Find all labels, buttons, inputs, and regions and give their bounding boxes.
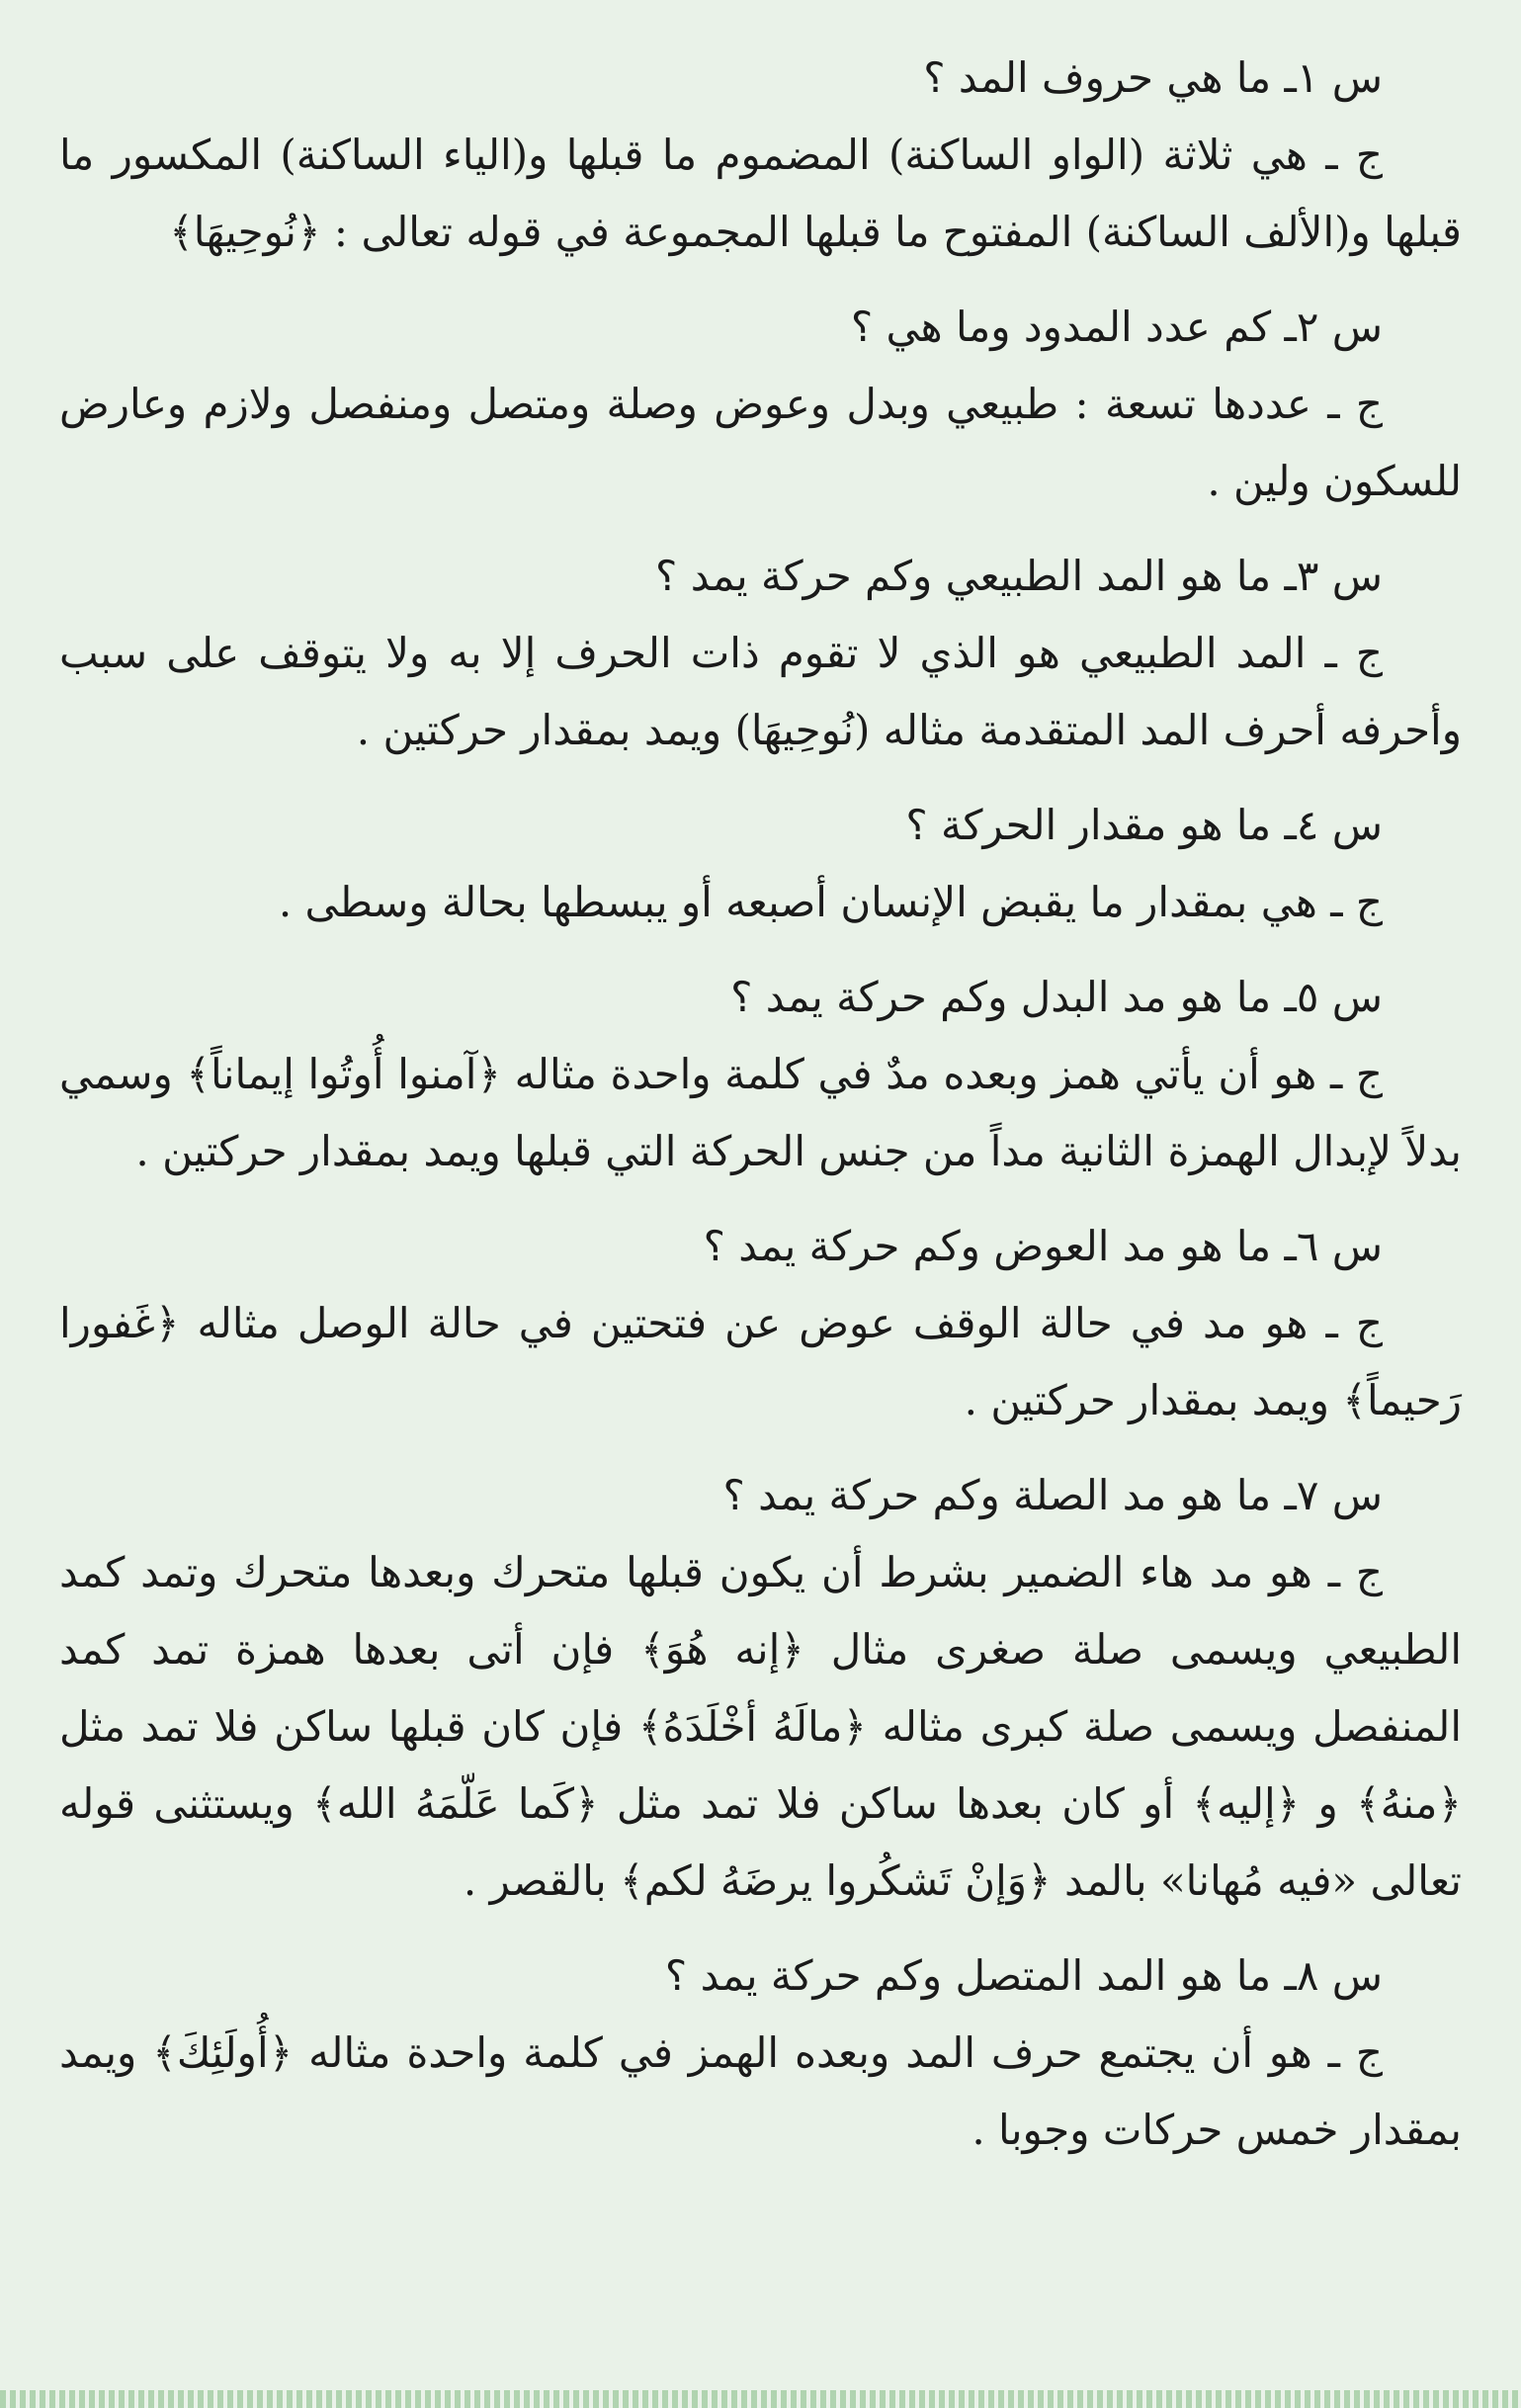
qa-item-6	[59, 1208, 1462, 1439]
question-7: س ٧ـ ما هو مد الصلة وكم حركة يمد ؟	[722, 1471, 1383, 1519]
answer-1: ج ـ هي ثلاثة (الواو الساكنة) المضموم ما قبلها و(الياء الساكنة) المكسور ما قبلها و(الألف الساكنة) المفتوح ما قبلها المجموعة في قوله تعالى : ﴿نُوحِيهَا﴾	[59, 130, 1462, 256]
answer-7: ج ـ هو مد هاء الضمير بشرط أن يكون قبلها متحرك وبعدها متحرك وتمد كمد الطبيعي ويسمى صلة صغرى مثال ﴿إنه هُوَ﴾ فإن أتى بعدها همزة تمد كمد المنفصل ويسمى صلة كبرى مثاله ﴿مالَهُ أخْلَدَهُ﴾ فإن كان قبلها ساكن فلا تمد مثل ﴿منهُ﴾ و ﴿إليه﴾ أو كان بعدها ساكن فلا تمد مثل ﴿كَما عَلّمَهُ الله﴾ ويستثنى قوله تعالى «فيه مُهانا» بالمد ﴿وَإنْ تَشكُروا يرضَهُ لكم﴾ بالقصر .	[59, 1548, 1462, 1905]
answer-2: ج ـ عددها تسعة : طبيعي وبدل وعوض وصلة ومتصل ومنفصل ولازم وعارض للسكون ولين .	[59, 380, 1462, 505]
question-5: س ٥ـ ما هو مد البدل وكم حركة يمد ؟	[730, 973, 1383, 1021]
document-body	[59, 40, 1462, 2187]
qa-item-7	[59, 1457, 1462, 1920]
question-3: س ٣ـ ما هو المد الطبيعي وكم حركة يمد ؟	[655, 552, 1383, 600]
page-bottom-border	[0, 2390, 1521, 2408]
question-2: س ٢ـ كم عدد المدود وما هي ؟	[850, 302, 1383, 351]
answer-5: ج ـ هو أن يأتي همز وبعده مدٌ في كلمة واحدة مثاله ﴿آمنوا أُوتُوا إيماناً﴾ وسمي بدلاً لإبدال الهمزة الثانية مداً من جنس الحركة التي قبلها ويمد بمقدار حركتين .	[59, 1050, 1462, 1175]
answer-8: ج ـ هو أن يجتمع حرف المد وبعده الهمز في كلمة واحدة مثاله ﴿أُولَئِكَ﴾ ويمد بمقدار خمس حركات وجوبا .	[59, 2028, 1462, 2154]
qa-item-2	[59, 289, 1462, 520]
question-4: س ٤ـ ما هو مقدار الحركة ؟	[905, 801, 1383, 849]
question-1: س ١ـ ما هي حروف المد ؟	[923, 53, 1383, 102]
question-6: س ٦ـ ما هو مد العوض وكم حركة يمد ؟	[703, 1222, 1383, 1270]
qa-item-8	[59, 1937, 1462, 2169]
qa-item-3	[59, 538, 1462, 769]
answer-4: ج ـ هي بمقدار ما يقبض الإنسان أصبعه أو يبسطها بحالة وسطى .	[278, 878, 1383, 926]
qa-item-1	[59, 40, 1462, 271]
answer-3: ج ـ المد الطبيعي هو الذي لا تقوم ذات الحرف إلا به ولا يتوقف على سبب وأحرفه أحرف المد المتقدمة مثاله (نُوحِيهَا) ويمد بمقدار حركتين .	[59, 629, 1462, 754]
answer-6: ج ـ هو مد في حالة الوقف عوض عن فتحتين في حالة الوصل مثاله ﴿غَفورا رَحيماً﴾ ويمد بمقدار حركتين .	[59, 1299, 1462, 1424]
qa-item-5	[59, 959, 1462, 1190]
question-8: س ٨ـ ما هو المد المتصل وكم حركة يمد ؟	[664, 1951, 1383, 2000]
qa-item-4	[59, 787, 1462, 941]
